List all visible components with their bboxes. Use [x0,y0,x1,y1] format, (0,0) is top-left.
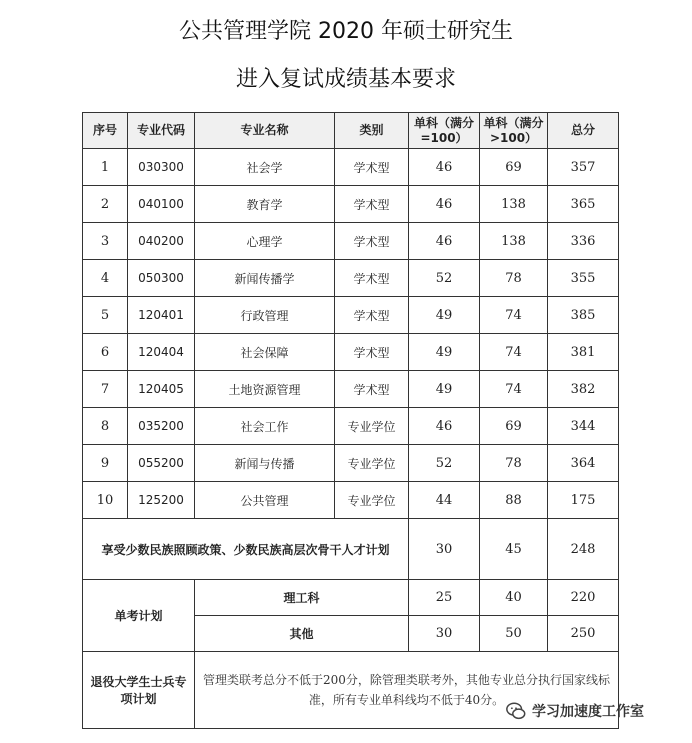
row-code: 055200 [128,445,195,482]
row-code: 120404 [128,334,195,371]
header-code: 专业代码 [128,113,195,149]
table-row [83,186,619,223]
single-exam-single-100: 30 [409,616,480,652]
row-single-100: 52 [409,260,480,297]
row-code: 040100 [128,186,195,223]
row-type: 学术型 [335,186,409,223]
minority-single-100: 30 [409,519,480,580]
row-code: 120405 [128,371,195,408]
row-single-100: 44 [409,482,480,519]
row-single-100: 52 [409,445,480,482]
row-name: 社会保障 [195,334,335,371]
row-total: 364 [548,445,619,482]
table-row [83,482,619,519]
row-total: 357 [548,149,619,186]
row-total: 175 [548,482,619,519]
single-exam-total: 250 [548,616,619,652]
row-type: 专业学位 [335,408,409,445]
page-title: 公共管理学院 2020 年硕士研究生 [179,19,513,44]
veteran-label: 退役大学生士兵专项计划 [83,652,195,729]
row-type: 学术型 [335,260,409,297]
row-type: 专业学位 [335,445,409,482]
header-type: 类别 [335,113,409,149]
single-exam-single-over-100: 40 [480,580,548,616]
row-name: 新闻传播学 [195,260,335,297]
table-row [83,334,619,371]
table-row [83,408,619,445]
table-row [83,223,619,260]
row-total: 344 [548,408,619,445]
row-total: 336 [548,223,619,260]
row-type: 专业学位 [335,482,409,519]
row-no: 4 [83,260,128,297]
row-no: 8 [83,408,128,445]
row-name: 土地资源管理 [195,371,335,408]
row-single-over-100: 74 [480,371,548,408]
row-type: 学术型 [335,149,409,186]
row-no: 10 [83,482,128,519]
row-single-over-100: 138 [480,186,548,223]
row-no: 9 [83,445,128,482]
row-code: 050300 [128,260,195,297]
header-single-over-100: 单科（满分>100） [480,113,548,149]
table-row [83,371,619,408]
veteran-note: 管理类联考总分不低于200分，除管理类联考外，其他专业总分执行国家线标准，所有专业单科线均不低于40分。 [195,652,619,729]
minority-total: 248 [548,519,619,580]
row-name: 公共管理 [195,482,335,519]
page-subtitle: 进入复试成绩基本要求 [235,67,456,92]
single-exam-single-over-100: 50 [480,616,548,652]
row-code: 040200 [128,223,195,260]
row-total: 382 [548,371,619,408]
row-total: 385 [548,297,619,334]
row-no: 2 [83,186,128,223]
row-no: 1 [83,149,128,186]
single-exam-total: 220 [548,580,619,616]
row-no: 7 [83,371,128,408]
watermark-text: 学习加速度工作室 [532,704,644,720]
row-name: 社会学 [195,149,335,186]
row-single-100: 49 [409,371,480,408]
row-name: 行政管理 [195,297,335,334]
table-row [83,260,619,297]
header-total: 总分 [548,113,619,149]
header-single-100: 单科（满分=100） [409,113,480,149]
row-type: 学术型 [335,297,409,334]
row-total: 355 [548,260,619,297]
watermark [505,700,644,722]
header-no: 序号 [83,113,128,149]
row-code: 030300 [128,149,195,186]
row-single-over-100: 78 [480,260,548,297]
row-code: 120401 [128,297,195,334]
row-single-100: 46 [409,149,480,186]
minority-label: 享受少数民族照顾政策、少数民族高层次骨干人才计划 [83,519,409,580]
row-single-over-100: 88 [480,482,548,519]
row-single-100: 46 [409,223,480,260]
row-no: 6 [83,334,128,371]
row-code: 125200 [128,482,195,519]
row-type: 学术型 [335,334,409,371]
minority-single-over-100: 45 [480,519,548,580]
row-single-100: 46 [409,408,480,445]
row-single-over-100: 69 [480,408,548,445]
row-name: 教育学 [195,186,335,223]
score-table [82,112,619,729]
row-single-over-100: 78 [480,445,548,482]
row-single-100: 49 [409,297,480,334]
row-name: 社会工作 [195,408,335,445]
row-no: 3 [83,223,128,260]
row-no: 5 [83,297,128,334]
table-header-row [83,113,619,149]
minority-row [83,519,619,580]
row-type: 学术型 [335,371,409,408]
row-single-100: 46 [409,186,480,223]
row-single-100: 49 [409,334,480,371]
single-exam-sub-label: 其他 [195,616,409,652]
row-single-over-100: 74 [480,334,548,371]
row-code: 035200 [128,408,195,445]
table-row [83,149,619,186]
header-name: 专业名称 [195,113,335,149]
row-total: 365 [548,186,619,223]
wechat-icon [505,700,527,722]
single-exam-label: 单考计划 [83,580,195,652]
row-name: 心理学 [195,223,335,260]
table-row [83,297,619,334]
single-exam-sub-label: 理工科 [195,580,409,616]
row-single-over-100: 74 [480,297,548,334]
row-total: 381 [548,334,619,371]
single-exam-single-100: 25 [409,580,480,616]
row-single-over-100: 69 [480,149,548,186]
row-name: 新闻与传播 [195,445,335,482]
row-single-over-100: 138 [480,223,548,260]
row-type: 学术型 [335,223,409,260]
table-row [83,445,619,482]
single-exam-row-1 [83,580,619,616]
